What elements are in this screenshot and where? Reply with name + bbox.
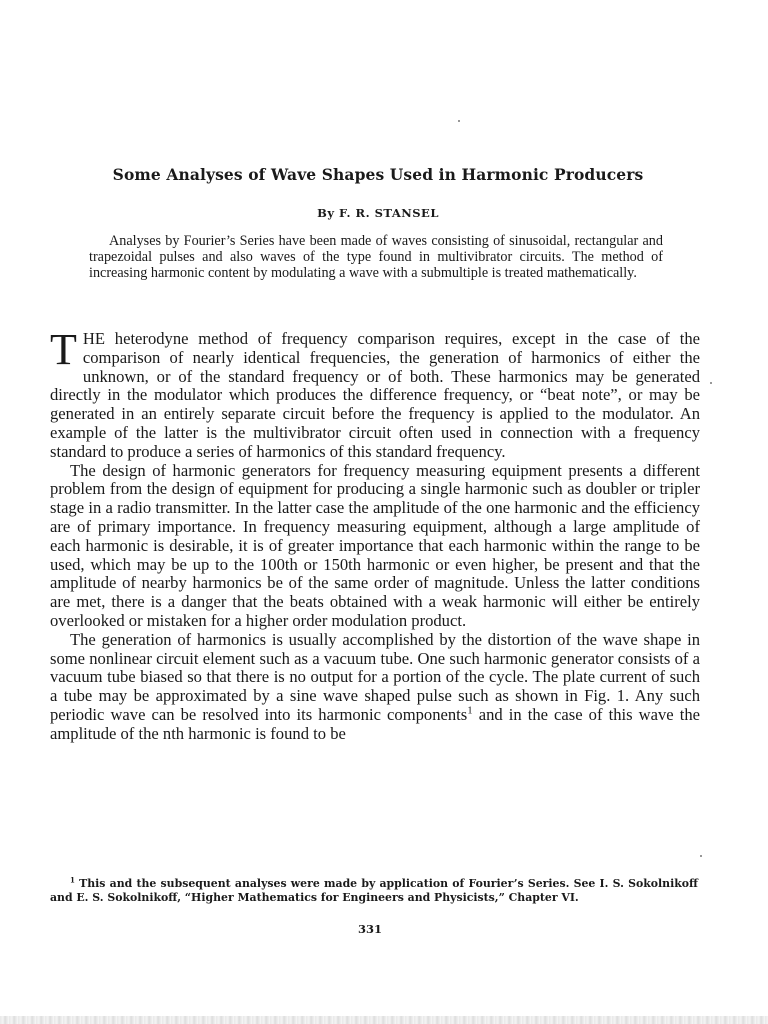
scan-speck — [710, 382, 712, 384]
paragraph-1-text: HE heterodyne method of frequency comparison requires, except in the case of the comparison of nearly identical frequencies, the generation of harmonics of either the unknown, or of the standard frequency or of both. These harmonics may be generated directly in the modulator which produces the difference frequency, or “beat note”, or may be generated in an entirely separate circuit before the frequency is applied to the modulator. An example of the latter is the multivibrator circuit often used in connection with a frequency standard to produce a series of harmonics of this standard frequency. — [50, 329, 700, 461]
scan-speck — [700, 855, 702, 857]
footnote — [50, 877, 698, 905]
body-paragraph-3 — [50, 631, 700, 744]
page-number: 331 — [357, 922, 382, 936]
paragraph-3-text-b: and in the case of this wave the amplitude of the nth harmonic is found to be — [50, 704, 700, 743]
author-byline: By F. R. STANSEL — [317, 206, 439, 220]
scan-speck — [458, 120, 460, 122]
drop-cap: T — [50, 325, 77, 374]
article-body — [50, 325, 700, 744]
abstract: Analyses by Fourier’s Series have been made of waves consisting of sinusoidal, rectangular and trapezoidal pulses and also waves of the type found in multivibrator circuits. The method of increasing harmonic content by modulating a wave with a submultiple is treated mathematically. — [89, 233, 663, 281]
body-paragraph-2: The design of harmonic generators for frequency measuring equipment presents a different problem from the design of equipment for producing a single harmonic such as doubler or tripler stage in a radio transmitter. In the latter case the amplitude of the one harmonic and the efficiency are of primary importance. In frequency measuring equipment, although a large amplitude of each harmonic is desirable, it is of greater importance that each harmonic within the range to be used, which may be up to the 100th or 150th harmonic or even higher, be present and that the amplitude of nearby harmonics be of the same order of magnitude. Unless the latter conditions are met, there is a danger that the beats obtained with a weak harmonic will either be entirely overlooked or mistaken for a higher order modulation product. — [50, 460, 700, 630]
article-title: Some Analyses of Wave Shapes Used in Harmonic Producers — [112, 165, 644, 184]
scan-bottom-edge — [0, 1016, 768, 1024]
body-paragraph-1 — [50, 325, 700, 462]
footnote-text: This and the subsequent analyses were made by application of Fourier’s Series. See I. S. Sokolnikoff and E. S. Sokolnikoff, “Higher Mathematics for Engineers and Physicists,” Chapter VI. — [50, 877, 698, 904]
paragraph-3-text-a: The generation of harmonics is usually accomplished by the distortion of the wave shape in some nonlinear circuit element such as a vacuum tube. One such harmonic generator consists of a vacuum tube biased so that there is no output for a portion of the cycle. The plate current of such a tube may be approximated by a sine wave shaped pulse such as shown in Fig. 1. Any such periodic wave can be resolved into its harmonic components — [50, 629, 700, 724]
footnote-marker: 1 — [70, 875, 75, 885]
footnote-reference: 1 — [467, 704, 473, 717]
